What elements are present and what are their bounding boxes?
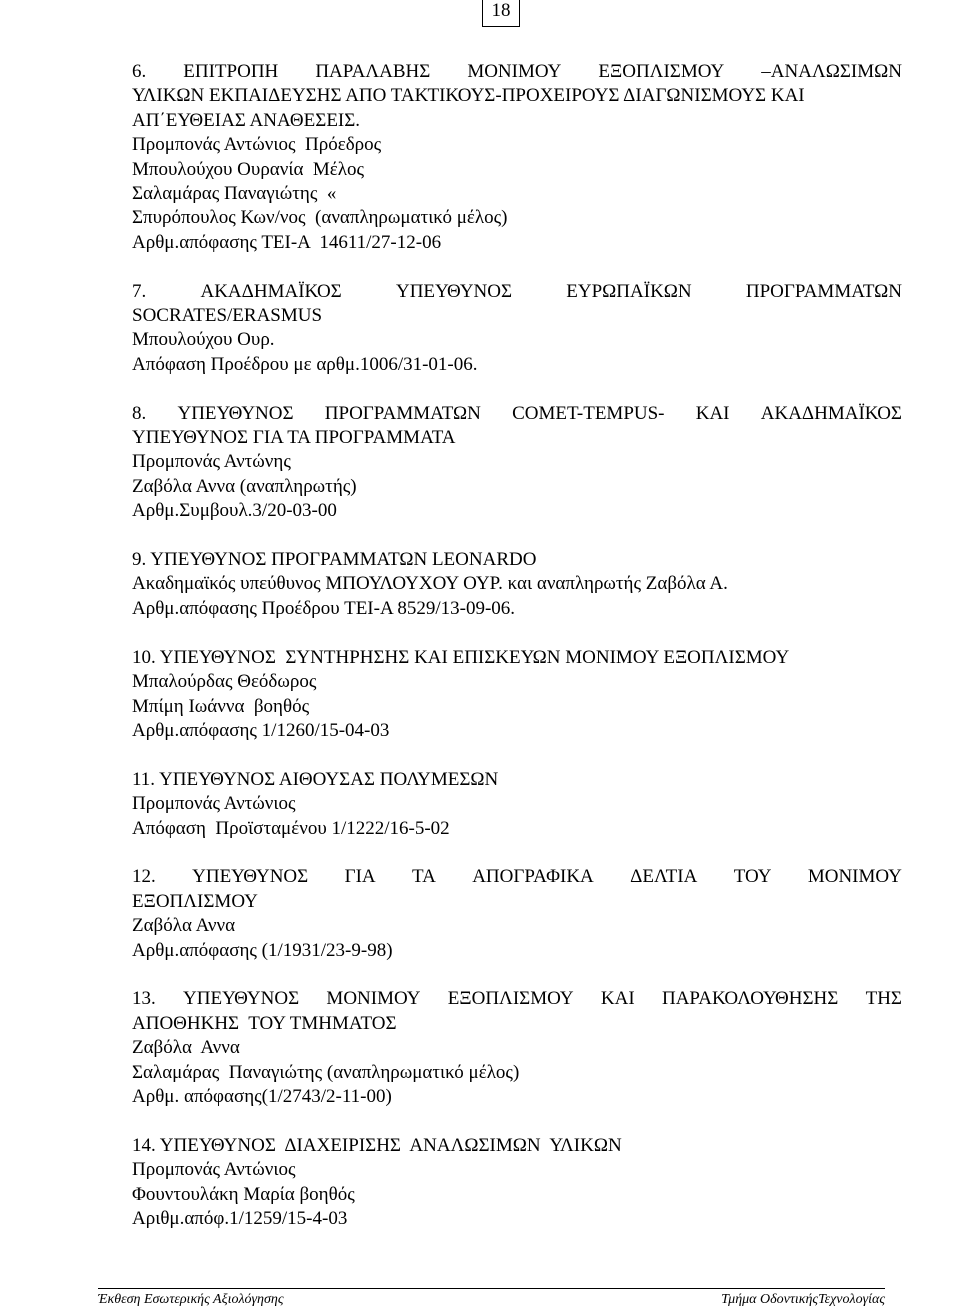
- heading-word: ΕΠΙΤΡΟΠΗ: [183, 61, 279, 82]
- heading-word: ΤΟΥ: [733, 866, 772, 888]
- page-footer: [98, 1288, 885, 1311]
- section-14: [132, 1134, 902, 1232]
- section-9-heading: 9. ΥΠΕΥΘΥΝΟΣ ΠΡΟΓΡΑΜΜΑΤΩΝ LEONARDO: [132, 549, 537, 571]
- heading-word: ΥΠΕΥΘΥΝΟΣ: [183, 988, 300, 1010]
- section-10-heading: 10. ΥΠΕΥΘΥΝΟΣ ΣΥΝΤΗΡΗΣΗΣ ΚΑΙ ΕΠΙΣΚΕΥΩΝ ΜΟΝΙΜΟΥ ΕΞΟΠΛΙΣΜΟΥ: [132, 646, 790, 668]
- heading-word: ΥΠΕΥΘΥΝΟΣ: [395, 280, 513, 302]
- heading-word: ΓΙΑ: [344, 866, 376, 888]
- member-line: Προμπονάς Αντώνιος Πρόεδρος: [132, 134, 382, 156]
- program-line: SOCRATES/ERASMUS: [132, 305, 323, 327]
- section-11-heading: 11. ΥΠΕΥΘΥΝΟΣ ΑΙΘΟΥΣΑΣ ΠΟΛΥΜΕΣΩΝ: [132, 768, 499, 790]
- heading-word: COMET-TEMPUS-: [512, 402, 665, 424]
- section-12: [132, 865, 902, 963]
- document-body: [132, 60, 902, 1231]
- footer-report-title: Έκθεση Εσωτερικής Αξιολόγησης: [98, 1292, 284, 1307]
- section-10: [132, 646, 902, 744]
- heading-word: ΠΡΟΓΡΑΜΜΑΤΩΝ: [324, 402, 481, 424]
- decision-line: Αρθμ.απόφασης ΤΕΙ-Α 14611/27-12-06: [132, 231, 442, 253]
- decision-line: Αρθμ.απόφασης Προέδρου ΤΕΙ-Α 8529/13-09-06.: [132, 597, 516, 619]
- member-line: Σαλαμάρας Παναγιώτης «: [132, 183, 337, 205]
- heading-line2: ΑΠΟΘΗΚΗΣ ΤΟΥ ΤΜΗΜΑΤΟΣ: [132, 1012, 397, 1034]
- section-6-heading: [132, 60, 902, 133]
- heading-word: ΤΗΣ: [865, 988, 902, 1010]
- heading-line2: ΕΞΟΠΛΙΣΜΟΥ: [132, 890, 258, 912]
- member-line: Προμπονάς Αντώνιος: [132, 1159, 296, 1181]
- heading-word: 7.: [132, 280, 147, 302]
- member-line: Ακαδημαϊκός υπεύθυνος ΜΠΟΥΛΟΥΧΟΥ ΟΥΡ. και αναπληρωτής Ζαβόλα Α.: [132, 573, 728, 595]
- heading-word: 8.: [132, 402, 147, 424]
- section-6-heading-line3: ΑΠ΄ΕΥΘΕΙΑΣ ΑΝΑΘΕΣΕΙΣ.: [132, 109, 361, 131]
- section-13-heading: [132, 987, 902, 1011]
- decision-line: Απόφαση Προέδρου με αρθμ.1006/31-01-06.: [132, 353, 478, 375]
- member-line: Φουντουλάκη Μαρία βοηθός: [132, 1183, 355, 1205]
- member-line: Μπίμη Ιωάννα βοηθός: [132, 695, 310, 717]
- page-number: 18: [482, 0, 520, 27]
- member-line: Προμπονάς Αντώνιος: [132, 793, 296, 815]
- heading-word: ΥΠΕΥΘΥΝΟΣ: [192, 866, 309, 888]
- section-7-heading-line1: [132, 280, 902, 304]
- heading-word: ΑΠΟΓΡΑΦΙΚΑ: [472, 866, 594, 888]
- heading-word: ΤΑ: [412, 866, 436, 888]
- heading-word: –ΑΝΑΛΩΣΙΜΩΝ: [761, 61, 902, 82]
- section-12-heading-line1: [132, 865, 902, 889]
- decision-line: Αρθμ. απόφασης(1/2743/2-11-00): [132, 1085, 392, 1107]
- member-line: Σαλαμάρας Παναγιώτης (αναπληρωματικό μέλος): [132, 1061, 520, 1083]
- section-6-heading-line2: ΥΛΙΚΩΝ ΕΚΠΑΙΔΕΥΣΗΣ ΑΠΟ ΤΑΚΤΙΚΟΥΣ-ΠΡΟΧΕΙΡΟΥΣ ΔΙΑΓΩΝΙΣΜΟΥΣ ΚΑΙ: [132, 85, 805, 107]
- section-8-heading-line1: [132, 402, 902, 426]
- member-line: Σπυρόπουλος Κων/νος (αναπληρωματικό μέλος): [132, 207, 508, 229]
- heading-word: ΠΑΡΑΚΟΛΟΥΘΗΣΗΣ: [661, 988, 839, 1010]
- member-line: Ζαβόλα Αννα: [132, 1037, 240, 1059]
- heading-word: ΠΑΡΑΛΑΒΗΣ: [315, 61, 431, 82]
- heading-word: ΚΑΙ: [695, 402, 730, 424]
- heading-word: ΕΞΟΠΛΙΣΜΟΥ: [447, 988, 574, 1010]
- section-6-heading-line1: [132, 60, 902, 84]
- section-13: [132, 987, 902, 1109]
- footer-department: Τμήμα ΟδοντικήςΤεχνολογίας: [721, 1292, 885, 1307]
- member-line: Μπαλούρδας Θεόδωρος: [132, 671, 317, 693]
- heading-word: ΑΚΑΔΗΜΑΪΚΟΣ: [760, 402, 902, 424]
- heading-word: ΕΥΡΩΠΑΪΚΩΝ: [566, 280, 692, 302]
- heading-word: ΜΟΝΙΜΟΥ: [326, 988, 421, 1010]
- member-line: Προμπονάς Αντώνης: [132, 451, 291, 473]
- heading-word: ΜΟΝΙΜΟΥ: [807, 866, 902, 888]
- heading-word: ΥΠΕΥΘΥΝΟΣ: [177, 402, 294, 424]
- heading-word: ΚΑΙ: [600, 988, 635, 1010]
- decision-line: Αρθμ.απόφασης (1/1931/23-9-98): [132, 939, 393, 961]
- section-12-heading: [132, 865, 902, 889]
- decision-line: Απόφαση Προϊσταμένου 1/1222/16-5-02: [132, 817, 450, 839]
- member-line: Ζαβόλα Αννα (αναπληρωτής): [132, 475, 357, 497]
- member-line: Μπουλούχου Ουρανία Μέλος: [132, 158, 365, 180]
- section-11: [132, 768, 902, 841]
- heading-word: ΜΟΝΙΜΟΥ: [467, 61, 562, 82]
- heading-word: 12.: [132, 866, 156, 888]
- section-8-heading: [132, 402, 902, 426]
- section-6: [132, 60, 902, 255]
- section-14-heading: 14. ΥΠΕΥΘΥΝΟΣ ΔΙΑΧΕΙΡΙΣΗΣ ΑΝΑΛΩΣΙΜΩΝ ΥΛΙΚΩΝ: [132, 1134, 622, 1156]
- heading-line2: ΥΠΕΥΘΥΝΟΣ ΓΙΑ ΤΑ ΠΡΟΓΡΑΜΜΑΤΑ: [132, 427, 456, 449]
- member-line: Μπουλούχου Ουρ.: [132, 329, 275, 351]
- heading-word: ΠΡΟΓΡΑΜΜΑΤΩΝ: [745, 280, 902, 302]
- decision-line: Αριθμ.απόφ.1/1259/15-4-03: [132, 1207, 348, 1229]
- heading-word: 6.: [132, 61, 147, 82]
- section-8: [132, 402, 902, 524]
- section-7-heading: [132, 280, 902, 304]
- section-13-heading-line1: [132, 987, 902, 1011]
- decision-line: Αρθμ.Συμβουλ.3/20-03-00: [132, 500, 337, 522]
- member-line: Ζαβόλα Αννα: [132, 915, 236, 937]
- section-9: [132, 548, 902, 621]
- heading-word: 13.: [132, 988, 156, 1010]
- decision-line: Αρθμ.απόφασης 1/1260/15-04-03: [132, 719, 390, 741]
- heading-word: ΕΞΟΠΛΙΣΜΟΥ: [598, 61, 725, 82]
- section-7: [132, 280, 902, 378]
- heading-word: ΔΕΛΤΙΑ: [630, 866, 698, 888]
- heading-word: ΑΚΑΔΗΜΑΪΚΟΣ: [200, 280, 342, 302]
